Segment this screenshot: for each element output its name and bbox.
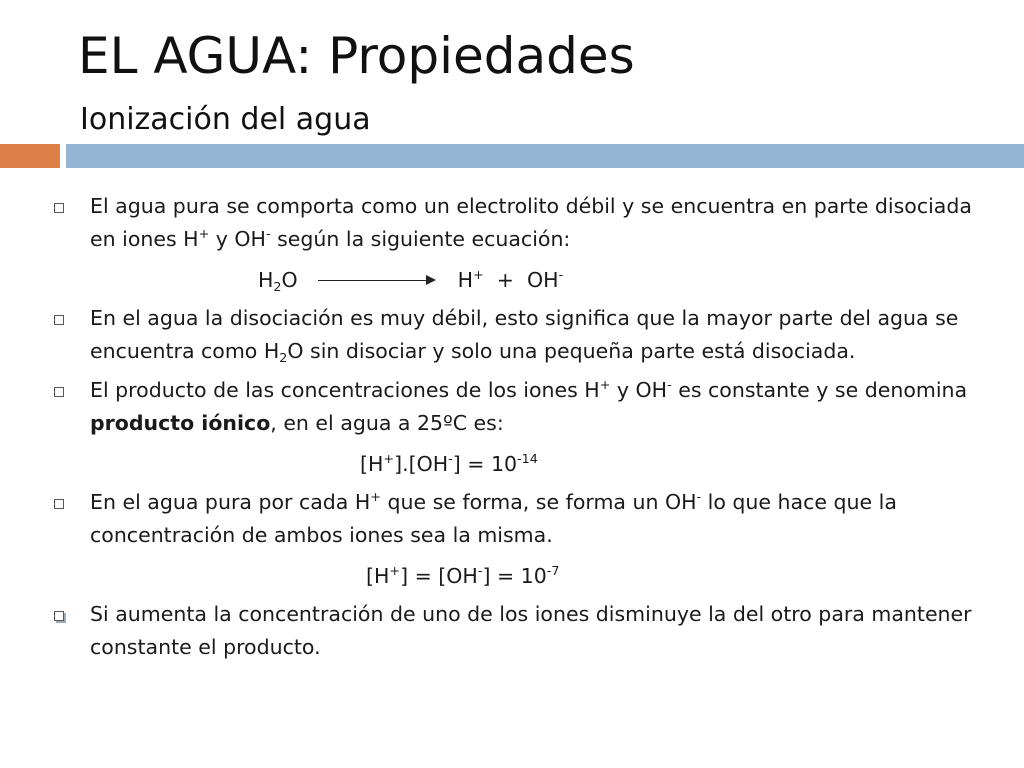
bullet-text: , en el agua a 25ºC es: [270,411,504,435]
bullet-text: y OH [610,378,668,402]
square-bullet-icon [54,611,64,621]
reaction-arrow-line [318,280,426,281]
superscript: - [477,562,483,578]
accent-bar-orange [0,144,60,168]
bullet-text: lo que hace que la concentración de ambos iones sea la misma. [90,490,897,547]
slide-title: EL AGUA: Propiedades [78,27,635,85]
ionic-product-equation [52,446,992,482]
bullet-text: Si aumenta la concentración de uno de los iones disminuye la del otro para mantener constante el producto. [90,602,972,659]
eq-text: ] = 10 [452,452,518,476]
superscript: - [265,225,271,241]
slide-content [52,190,992,670]
dissociation-equation [52,262,992,298]
superscript: - [558,266,564,282]
concentration-equation [52,558,992,594]
square-bullet-icon [54,203,64,213]
superscript: + [599,376,611,392]
superscript: - [696,488,702,504]
bullet-ionic-product [52,374,992,440]
eq-text: ] = 10 [482,564,547,588]
eq-plus: + [496,268,514,292]
arrow-right-icon [426,275,436,285]
superscript: + [389,562,401,578]
subscript: 2 [279,349,288,365]
bullet-text: En el agua la disociación es muy débil, esto significa que la mayor parte del agua se encuentra como H [90,306,959,363]
bullet-weak-dissociation [52,302,992,368]
square-bullet-icon [54,315,64,325]
bullet-equal-concentration [52,486,992,552]
eq-text: [H [366,564,390,588]
eq-text: [H [360,452,384,476]
square-bullet-icon [54,499,64,509]
eq-text: H [457,268,474,292]
eq-text: H [258,268,274,292]
bullet-text: es constante y se denomina [671,378,968,402]
square-bullet-icon [54,387,64,397]
bullet-electrolyte [52,190,992,256]
bullet-text: En el agua pura por cada H [90,490,371,514]
bullet-text: que se forma, se forma un OH [380,490,697,514]
superscript: -7 [546,562,560,578]
superscript: + [473,266,484,282]
bullet-text: y OH [209,227,266,251]
subscript: 2 [273,278,282,294]
superscript: - [667,376,672,392]
bold-term: producto iónico [90,411,271,435]
superscript: + [370,488,381,504]
superscript: -14 [517,450,538,466]
bullet-text: según la siguiente ecuación: [270,227,571,251]
slide-subtitle: Ionización del agua [80,102,371,137]
accent-bar-blue [66,144,1024,168]
bullet-text: O sin disociar y solo una pequeña parte está disociada. [287,339,856,363]
eq-text: ].[OH [394,452,449,476]
superscript: + [383,450,395,466]
bullet-text: El agua pura se comporta como un electrolito débil y se encuentra en parte disociada en iones H [90,194,972,251]
eq-text: ] = [OH [400,564,478,588]
bullet-constant-product [52,598,992,664]
superscript: + [198,225,210,241]
superscript: - [448,450,453,466]
eq-text: OH [527,268,559,292]
eq-text: O [281,268,298,292]
bullet-text: El producto de las concentraciones de los iones H [90,378,600,402]
